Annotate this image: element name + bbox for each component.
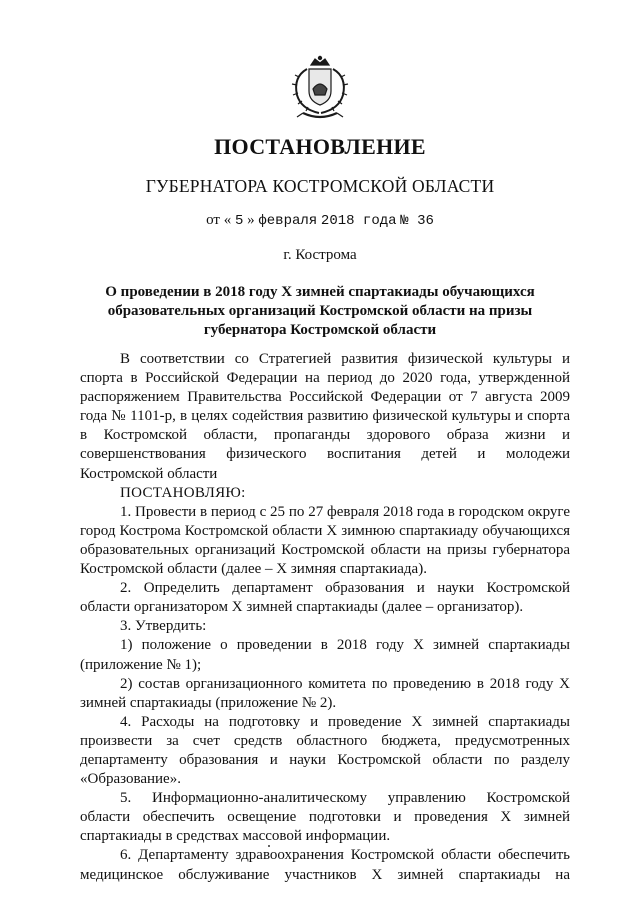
document-body [80, 350, 570, 885]
city-line: г. Кострома [283, 247, 357, 263]
coat-of-arms-icon [285, 55, 355, 125]
paragraph-6: 6. Департаменту здравоохранения Костромской области обеспечить медицинское обслуживание участников Х зимней спартакиады на [80, 847, 570, 883]
heading-line-3: губернатора Костромской области [203, 322, 437, 338]
document-title: ПОСТАНОВЛЕНИЕ [214, 134, 426, 159]
date-month: февраля [258, 213, 318, 229]
scan-speck [268, 845, 270, 847]
decree-word: ПОСТАНОВЛЯЮ: [120, 484, 246, 501]
document-heading [80, 283, 560, 340]
paragraph-3: 3. Утвердить: [120, 618, 207, 635]
intro-paragraph: В соответствии со Стратегией развития физической культуры и спорта в Российской Федерации на период до 2020 года, утвержденной распоряжением Правительства Российской Федерации от 7 августа 2009 года № 1101-р, в целях содействия развитию физической культуры и спорта в Костромской области, пропаганды здорового образа жизни и совершенствования физического воспитания детей и молодежи Костромской области [80, 351, 570, 482]
date-mid: » [247, 212, 255, 228]
paragraph-1: 1. Провести в период с 25 по 27 февраля 2018 года в городском округе город Кострома Костромской области Х зимнюю спартакиаду обучающихся образовательных организаций Костромской области на призы губернатора Костромской области (далее – Х зимняя спартакиада). [80, 503, 570, 578]
paragraph-5: 5. Информационно-аналитическому управлению Костромской области обеспечить освещение подготовки и проведения Х зимней спартакиады в средствах массовой информации. [80, 790, 570, 845]
date-prefix: от « [206, 212, 232, 228]
issuer-line: ГУБЕРНАТОРА КОСТРОМСКОЙ ОБЛАСТИ [145, 176, 495, 196]
document-number: № 36 [400, 213, 434, 229]
paragraph-2: 2. Определить департамент образования и науки Костромской области организатором Х зимней спартакиады (далее – организатор). [80, 580, 570, 616]
paragraph-4: 4. Расходы на подготовку и проведение Х зимней спартакиады произвести за счет средств областного бюджета, предусмотренных департаменту образования и науки Костромской области по разделу «Образование». [80, 713, 570, 788]
date-year: 2018 года [320, 213, 397, 229]
date-line [0, 212, 640, 229]
date-day: 5 [234, 213, 244, 229]
paragraph-3-2: 2) состав организационного комитета по проведению в 2018 году Х зимней спартакиады (приложение № 2). [80, 675, 570, 711]
paragraph-3-1: 1) положение о проведении в 2018 году Х зимней спартакиады (приложение № 1); [80, 637, 570, 673]
heading-line-2: образовательных организаций Костромской области на призы [107, 303, 533, 319]
heading-line-1: О проведении в 2018 году Х зимней спартакиады обучающихся [105, 284, 535, 300]
